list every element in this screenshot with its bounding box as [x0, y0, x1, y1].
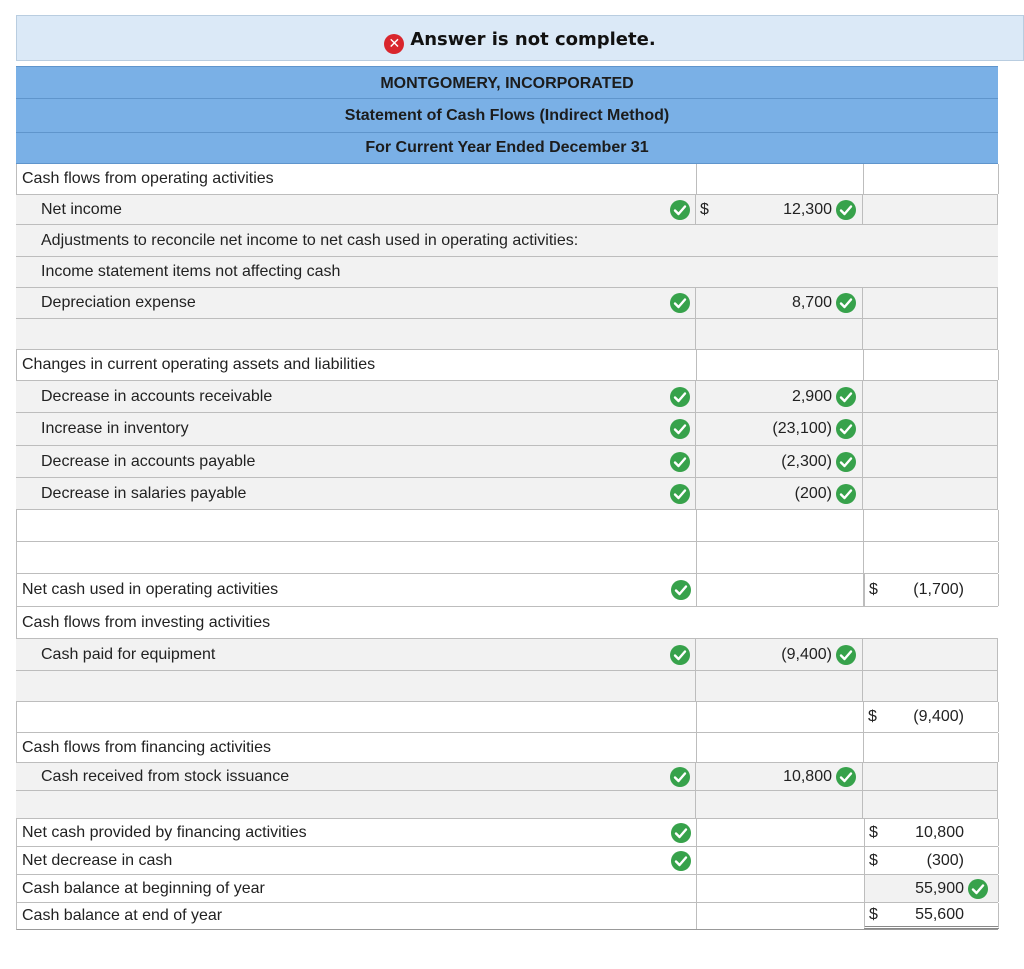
table-row-blank[interactable] [16, 319, 998, 350]
table-row-net-financing: Net cash provided by financing activities $ 10,800 [16, 819, 998, 847]
table-row-accounts-payable: Decrease in accounts payable (2,300) [16, 446, 998, 478]
table-row-blank[interactable] [16, 671, 998, 702]
amount-input[interactable]: (200) [695, 478, 863, 509]
table-row-net-decrease: Net decrease in cash $ (300) [16, 847, 998, 875]
amount-input[interactable]: $ 12,300 [695, 195, 863, 224]
check-icon [836, 200, 856, 220]
check-icon [671, 823, 691, 843]
amount-input[interactable]: 10,800 [695, 763, 863, 790]
table-row-blank[interactable] [16, 542, 998, 574]
total-input[interactable]: $ 55,600 [864, 903, 999, 929]
section-header-changes: Changes in current operating assets and liabilities [16, 350, 998, 381]
table-row-inventory: Increase in inventory (23,100) [16, 413, 998, 446]
check-icon [836, 293, 856, 313]
table-row-beginning-balance: Cash balance at beginning of year 55,900 [16, 875, 998, 903]
check-icon [670, 419, 690, 439]
total-input[interactable]: $ 10,800 [864, 819, 999, 846]
check-icon [836, 767, 856, 787]
table-row-equipment: Cash paid for equipment (9,400) [16, 638, 998, 671]
table-row-salaries-payable: Decrease in salaries payable (200) [16, 478, 998, 510]
check-icon [670, 767, 690, 787]
amount-input[interactable]: (2,300) [695, 446, 863, 477]
check-icon [836, 484, 856, 504]
check-icon [670, 200, 690, 220]
table-row-net-operating: Net cash used in operating activities $ (1,700) [16, 574, 998, 607]
table-row-net-investing [16, 702, 998, 733]
check-icon [836, 419, 856, 439]
check-icon [670, 387, 690, 407]
table-row-stock-issuance: Cash received from stock issuance 10,800 [16, 763, 998, 791]
statement-period: For Current Year Ended December 31 [16, 132, 998, 164]
total-input[interactable]: $ (300) [864, 847, 999, 874]
section-header-financing: Cash flows from financing activities [16, 733, 998, 763]
section-header-investing: Cash flows from investing activities [16, 607, 998, 638]
table-row-accounts-receivable: Decrease in accounts receivable 2,900 [16, 381, 998, 413]
table-row-depreciation: Depreciation expense 8,700 [16, 288, 998, 319]
table-row-net-income: Net income $ 12,300 [16, 195, 998, 225]
total-input[interactable]: 55,900 [864, 875, 999, 902]
table-row-ending-balance: Cash balance at end of year $ 55,600 [16, 903, 998, 930]
check-icon [670, 645, 690, 665]
amount-input[interactable]: (23,100) [695, 413, 863, 445]
statement-title: Statement of Cash Flows (Indirect Method) [16, 98, 998, 132]
amount-input[interactable]: 8,700 [695, 288, 863, 318]
feedback-banner [16, 15, 1024, 61]
check-icon [671, 851, 691, 871]
table-row-blank[interactable] [16, 510, 998, 542]
check-icon [968, 879, 988, 899]
banner-message: Answer is not complete. [410, 29, 656, 50]
check-icon [670, 484, 690, 504]
table-row-noncash-items: Income statement items not affecting cash [16, 257, 998, 288]
company-name: MONTGOMERY, INCORPORATED [16, 66, 998, 98]
amount-input[interactable]: (9,400) [695, 639, 863, 670]
table-row-blank[interactable] [16, 791, 998, 819]
check-icon [671, 580, 691, 600]
check-icon [836, 645, 856, 665]
check-icon [836, 452, 856, 472]
check-icon [836, 387, 856, 407]
check-icon [670, 293, 690, 313]
total-input[interactable]: $ (9,400) [864, 702, 999, 732]
amount-input[interactable]: 2,900 [695, 381, 863, 412]
total-input[interactable]: $ (1,700) [864, 574, 999, 606]
table-row-adjustments: Adjustments to reconcile net income to net cash used in operating activities: [16, 225, 998, 257]
x-icon: ✕ [384, 34, 404, 54]
section-header-operating: Cash flows from operating activities [16, 164, 998, 195]
check-icon [670, 452, 690, 472]
